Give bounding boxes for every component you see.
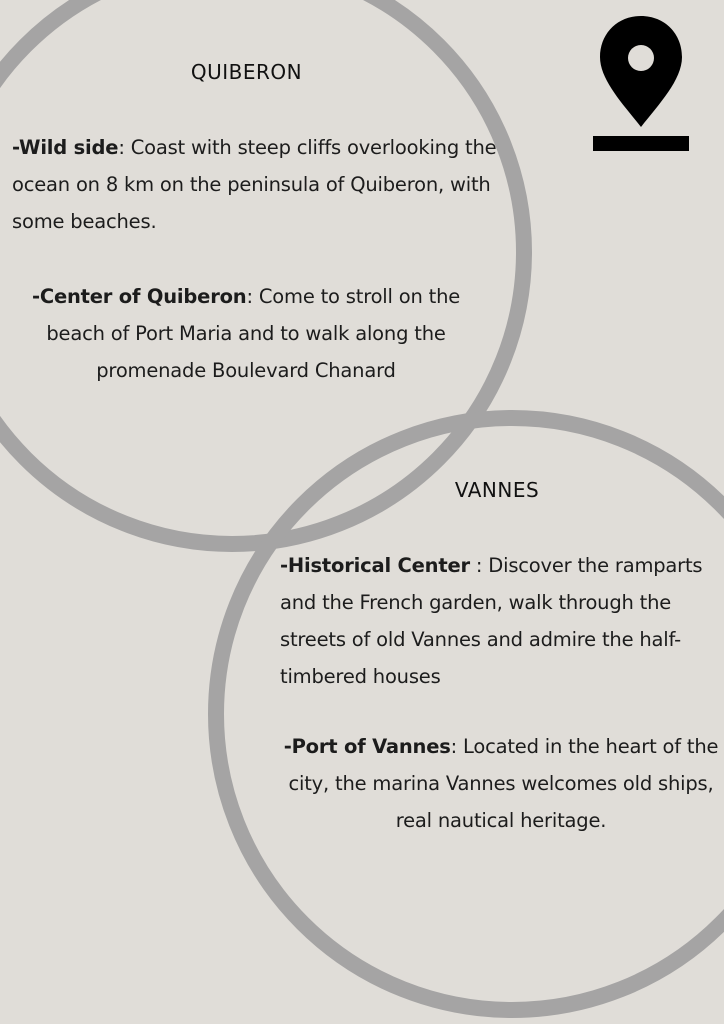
quiberon-title: QUIBERON (190, 60, 303, 84)
wild-side-separator: : (118, 136, 125, 159)
wild-side-paragraph (12, 129, 512, 240)
port-vannes-text: Located in the heart of the city, the marina Vannes welcomes old ships, real nautical heritage. (288, 735, 719, 832)
map-pin-icon (593, 14, 689, 152)
historical-center-term: -Historical Center (280, 554, 470, 577)
wild-side-term: -Wild side (12, 136, 119, 159)
port-vannes-paragraph (275, 728, 724, 839)
wild-side-text: Coast with steep cliffs overlooking the ocean on 8 km on the peninsula of Quiberon, with some beaches. (12, 136, 497, 233)
port-vannes-separator: : (450, 735, 458, 758)
center-quiberon-separator: : (246, 285, 253, 308)
historical-center-paragraph (280, 547, 720, 695)
center-quiberon-term: -Center of Quiberon (31, 285, 247, 308)
port-vannes-term: -Port of Vannes (283, 735, 451, 758)
center-quiberon-paragraph (12, 278, 480, 389)
historical-center-separator: : (469, 554, 489, 577)
historical-center-text: Discover the ramparts and the French garden, walk through the streets of old Vannes and admire the half-timbered houses (280, 554, 703, 688)
vannes-title: VANNES (454, 478, 540, 502)
center-quiberon-text: Come to stroll on the beach of Port Maria and to walk along the promenade Boulevard Chanard (46, 285, 461, 382)
vannes-circle (216, 418, 724, 1010)
